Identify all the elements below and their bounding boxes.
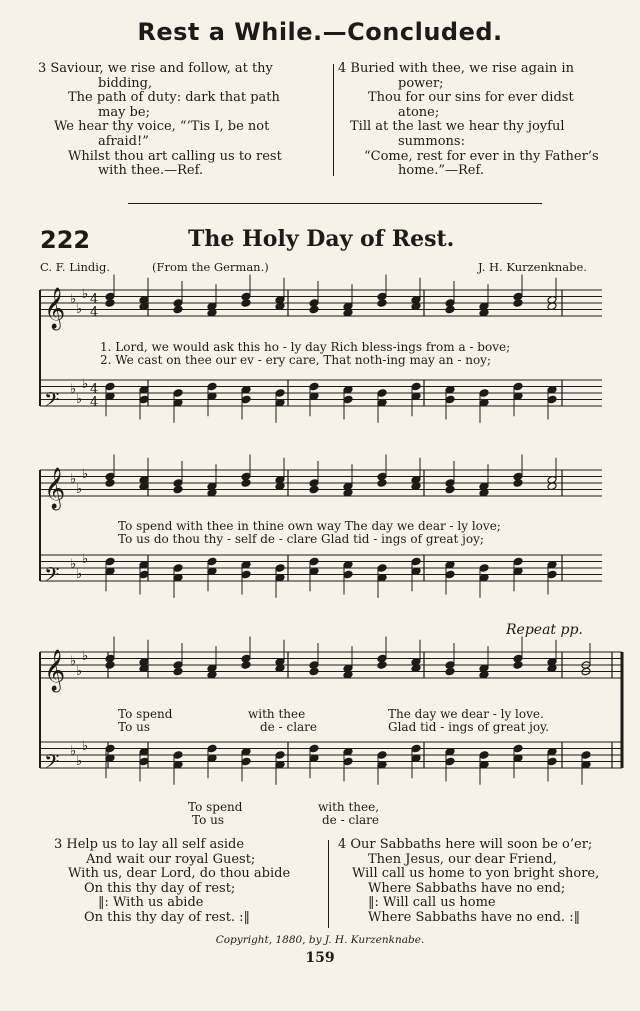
verse-line: summons: — [398, 133, 465, 149]
verse-line: We hear thy voice, “’Tis I, be not — [54, 119, 270, 135]
svg-text:♭: ♭ — [82, 286, 89, 302]
author-credit: J. H. Kurzenknabe. — [478, 260, 587, 274]
svg-text:♭: ♭ — [76, 566, 83, 582]
verse-line: On this thy day of rest. :‖ — [84, 909, 251, 925]
svg-text:♭: ♭ — [76, 663, 83, 679]
svg-text:♭: ♭ — [70, 472, 77, 487]
bass-lyric: To spend — [188, 800, 243, 814]
verse-line: power; — [398, 75, 444, 91]
verse-line: With us, dear Lord, do thou abide — [68, 866, 291, 882]
hymn-number: 222 — [40, 226, 91, 254]
svg-text:♭: ♭ — [70, 292, 77, 307]
verse-line: Where Sabbaths have no end; — [368, 880, 566, 896]
lyric-line: 1. Lord, we would ask this ho - ly day Rich bless-ings from a - bove; — [100, 340, 511, 354]
verse-line: Where Sabbaths have no end. :‖ — [368, 909, 581, 925]
verse-line: home.”—Ref. — [398, 163, 484, 179]
verse-line: “Come, rest for ever in thy Father’s — [364, 148, 599, 164]
verse-4 — [338, 838, 628, 926]
lyric-line: with thee — [248, 707, 306, 721]
svg-text:4: 4 — [90, 395, 99, 410]
verse-line: 4 Buried with thee, we rise again in — [338, 61, 574, 76]
composer-credit: C. F. Lindig. — [40, 260, 110, 274]
repeat-instruction: Repeat pp. — [506, 622, 583, 638]
verse-line: 3 Help us to lay all self aside — [54, 837, 245, 852]
verse-line: Thou for our sins for ever didst — [368, 90, 574, 106]
lyric-line: Glad tid - ings of great joy. — [388, 720, 550, 734]
lyric-line: To spend with thee in thine own way The day we dear - ly love; — [118, 519, 501, 533]
svg-text:♭: ♭ — [76, 481, 83, 497]
svg-text:𝄢: 𝄢 — [44, 388, 60, 416]
svg-text:♭: ♭ — [82, 376, 89, 392]
verse-line: afraid!” — [98, 133, 149, 149]
svg-text:♭: ♭ — [82, 648, 89, 664]
verse-line: 4 Our Sabbaths here will soon be o’er; — [338, 837, 593, 852]
svg-text:𝄞: 𝄞 — [44, 468, 66, 509]
hymn-title: The Holy Day of Rest. — [188, 226, 455, 252]
svg-text:♭: ♭ — [82, 551, 89, 567]
lyric-line: To spend — [118, 707, 173, 721]
bass-lyric: To us — [192, 813, 224, 827]
lyric-line: The day we dear - ly love. — [388, 707, 544, 721]
verse-line: 3 Saviour, we rise and follow, at thy — [38, 61, 273, 76]
svg-text:4: 4 — [90, 292, 99, 307]
verse-line: atone; — [398, 104, 440, 120]
svg-text:𝄢: 𝄢 — [44, 563, 60, 591]
svg-text:♭: ♭ — [70, 654, 77, 669]
svg-text:♭: ♭ — [70, 557, 77, 572]
verse-line: On this thy day of rest; — [84, 880, 236, 896]
verse-divider — [328, 840, 329, 928]
svg-text:♭: ♭ — [82, 466, 89, 482]
page-number: 159 — [305, 950, 335, 966]
lyric-line: To us do thou thy - self de - clare Glad tid - ings of great joy; — [118, 532, 484, 546]
verse-line: The path of duty: dark that path — [68, 90, 280, 106]
verse-line: bidding, — [98, 75, 153, 91]
verse-line: may be; — [98, 104, 150, 120]
bass-lyric: with thee, — [318, 800, 380, 814]
verse-line: Whilst thou art calling us to rest — [68, 148, 282, 164]
svg-text:𝄢: 𝄢 — [44, 750, 60, 778]
verse-line: with thee.—Ref. — [98, 163, 204, 179]
svg-text:♭: ♭ — [76, 301, 83, 317]
verse-line: Then Jesus, our dear Friend, — [368, 851, 557, 867]
bass-lyric: de - clare — [322, 813, 380, 827]
svg-text:♭: ♭ — [76, 391, 83, 407]
verse-3 — [54, 838, 324, 926]
verse-line: Will call us home to yon bright shore, — [352, 866, 600, 882]
lyric-line: de - clare — [260, 720, 318, 734]
svg-text:𝄞: 𝄞 — [44, 650, 66, 691]
lyric-line: To us — [118, 720, 150, 734]
source-credit: (From the German.) — [152, 260, 269, 274]
svg-text:4: 4 — [90, 305, 99, 320]
svg-text:𝄞: 𝄞 — [44, 288, 66, 329]
verse-line: And wait our royal Guest; — [86, 851, 256, 867]
verse-line: Till at the last we hear thy joyful — [350, 119, 565, 135]
svg-text:♭: ♭ — [70, 744, 77, 759]
svg-text:♭: ♭ — [82, 738, 89, 754]
verse-line: ‖: With us abide — [98, 895, 204, 911]
svg-text:♭: ♭ — [76, 753, 83, 769]
page-title: Rest a While.—Concluded. — [137, 18, 503, 46]
copyright-notice: Copyright, 1880, by J. H. Kurzenknabe. — [215, 934, 425, 946]
svg-text:♭: ♭ — [70, 382, 77, 397]
svg-text:4: 4 — [90, 382, 99, 397]
verse-line: ‖: Will call us home — [368, 895, 496, 911]
lyric-line: 2. We cast on thee our ev - ery care, That noth-ing may an - noy; — [100, 353, 491, 367]
